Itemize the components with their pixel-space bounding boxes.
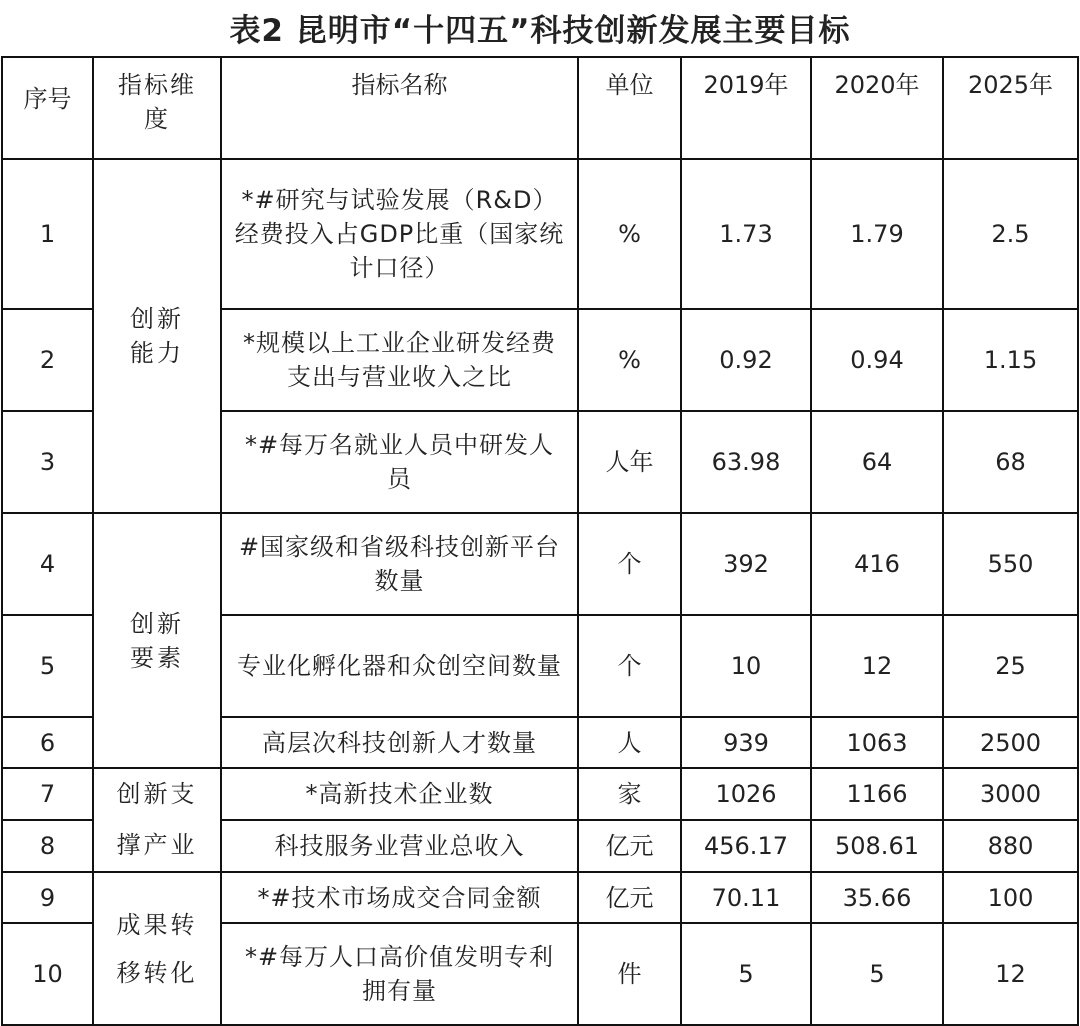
- row-index: 9: [2, 872, 93, 923]
- indicator-name: *#技术市场成交合同金额: [221, 872, 578, 923]
- value-2025: 1.15: [943, 309, 1078, 411]
- dimension-cell: 创新能力: [93, 159, 221, 513]
- table-title: 表2 昆明市“十四五”科技创新发展主要目标: [229, 13, 851, 49]
- value-2020: 0.94: [811, 309, 943, 411]
- dimension-cell: 成果转移转化: [93, 872, 221, 1025]
- value-2020: 35.66: [811, 872, 943, 923]
- indicator-name: 科技服务业营业总收入: [221, 820, 578, 872]
- value-2020: 1166: [811, 768, 943, 820]
- header-cell-2020: 2020年: [811, 57, 943, 159]
- value-2019: 10: [681, 615, 811, 717]
- indicator-name: *#每万人口高价值发明专利拥有量: [221, 923, 578, 1025]
- unit-cell: 亿元: [578, 872, 681, 923]
- value-2020: 12: [811, 615, 943, 717]
- value-2025: 100: [943, 872, 1078, 923]
- indicator-name: 专业化孵化器和众创空间数量: [221, 615, 578, 717]
- header-cell-2025: 2025年: [943, 57, 1078, 159]
- value-2025: 2.5: [943, 159, 1078, 309]
- value-2020: 1.79: [811, 159, 943, 309]
- value-2019: 1026: [681, 768, 811, 820]
- row-index: 2: [2, 309, 93, 411]
- row-index: 8: [2, 820, 93, 872]
- value-2020: 508.61: [811, 820, 943, 872]
- header-row: [2, 57, 1078, 159]
- header-cell-indicator: 指标名称: [221, 57, 578, 159]
- table-row: [2, 872, 1078, 923]
- header-cell-2019: 2019年: [681, 57, 811, 159]
- row-index: 10: [2, 923, 93, 1025]
- indicator-name: 高层次科技创新人才数量: [221, 717, 578, 768]
- indicator-name: *#每万名就业人员中研发人员: [221, 411, 578, 513]
- unit-cell: 件: [578, 923, 681, 1025]
- row-index: 5: [2, 615, 93, 717]
- unit-cell: 人: [578, 717, 681, 768]
- value-2020: 416: [811, 513, 943, 615]
- header-cell-dimension: 指标维度: [93, 57, 221, 159]
- unit-cell: 家: [578, 768, 681, 820]
- unit-cell: 亿元: [578, 820, 681, 872]
- unit-cell: 人年: [578, 411, 681, 513]
- unit-cell: %: [578, 309, 681, 411]
- value-2025: 550: [943, 513, 1078, 615]
- targets-table: [1, 56, 1079, 1026]
- value-2019: 70.11: [681, 872, 811, 923]
- value-2019: 63.98: [681, 411, 811, 513]
- row-index: 6: [2, 717, 93, 768]
- value-2025: 2500: [943, 717, 1078, 768]
- indicator-name: *#研究与试验发展（R&D）经费投入占GDP比重（国家统计口径）: [221, 159, 578, 309]
- value-2025: 12: [943, 923, 1078, 1025]
- value-2019: 456.17: [681, 820, 811, 872]
- header-cell-index: 序号: [2, 57, 93, 159]
- value-2025: 25: [943, 615, 1078, 717]
- value-2020: 64: [811, 411, 943, 513]
- header-cell-unit: 单位: [578, 57, 681, 159]
- unit-cell: %: [578, 159, 681, 309]
- table-row: [2, 159, 1078, 309]
- value-2019: 939: [681, 717, 811, 768]
- value-2025: 880: [943, 820, 1078, 872]
- row-index: 4: [2, 513, 93, 615]
- value-2025: 3000: [943, 768, 1078, 820]
- table-row: [2, 513, 1078, 615]
- row-index: 3: [2, 411, 93, 513]
- unit-cell: 个: [578, 513, 681, 615]
- row-index: 1: [2, 159, 93, 309]
- unit-cell: 个: [578, 615, 681, 717]
- value-2020: 1063: [811, 717, 943, 768]
- indicator-name: *规模以上工业企业研发经费支出与营业收入之比: [221, 309, 578, 411]
- value-2020: 5: [811, 923, 943, 1025]
- indicator-name: #国家级和省级科技创新平台数量: [221, 513, 578, 615]
- dimension-cell: 创新支撑产业: [93, 768, 221, 872]
- dimension-cell: 创新要素: [93, 513, 221, 768]
- value-2019: 392: [681, 513, 811, 615]
- table-row: [2, 768, 1078, 820]
- value-2019: 5: [681, 923, 811, 1025]
- value-2019: 0.92: [681, 309, 811, 411]
- value-2019: 1.73: [681, 159, 811, 309]
- indicator-name: *高新技术企业数: [221, 768, 578, 820]
- row-index: 7: [2, 768, 93, 820]
- value-2025: 68: [943, 411, 1078, 513]
